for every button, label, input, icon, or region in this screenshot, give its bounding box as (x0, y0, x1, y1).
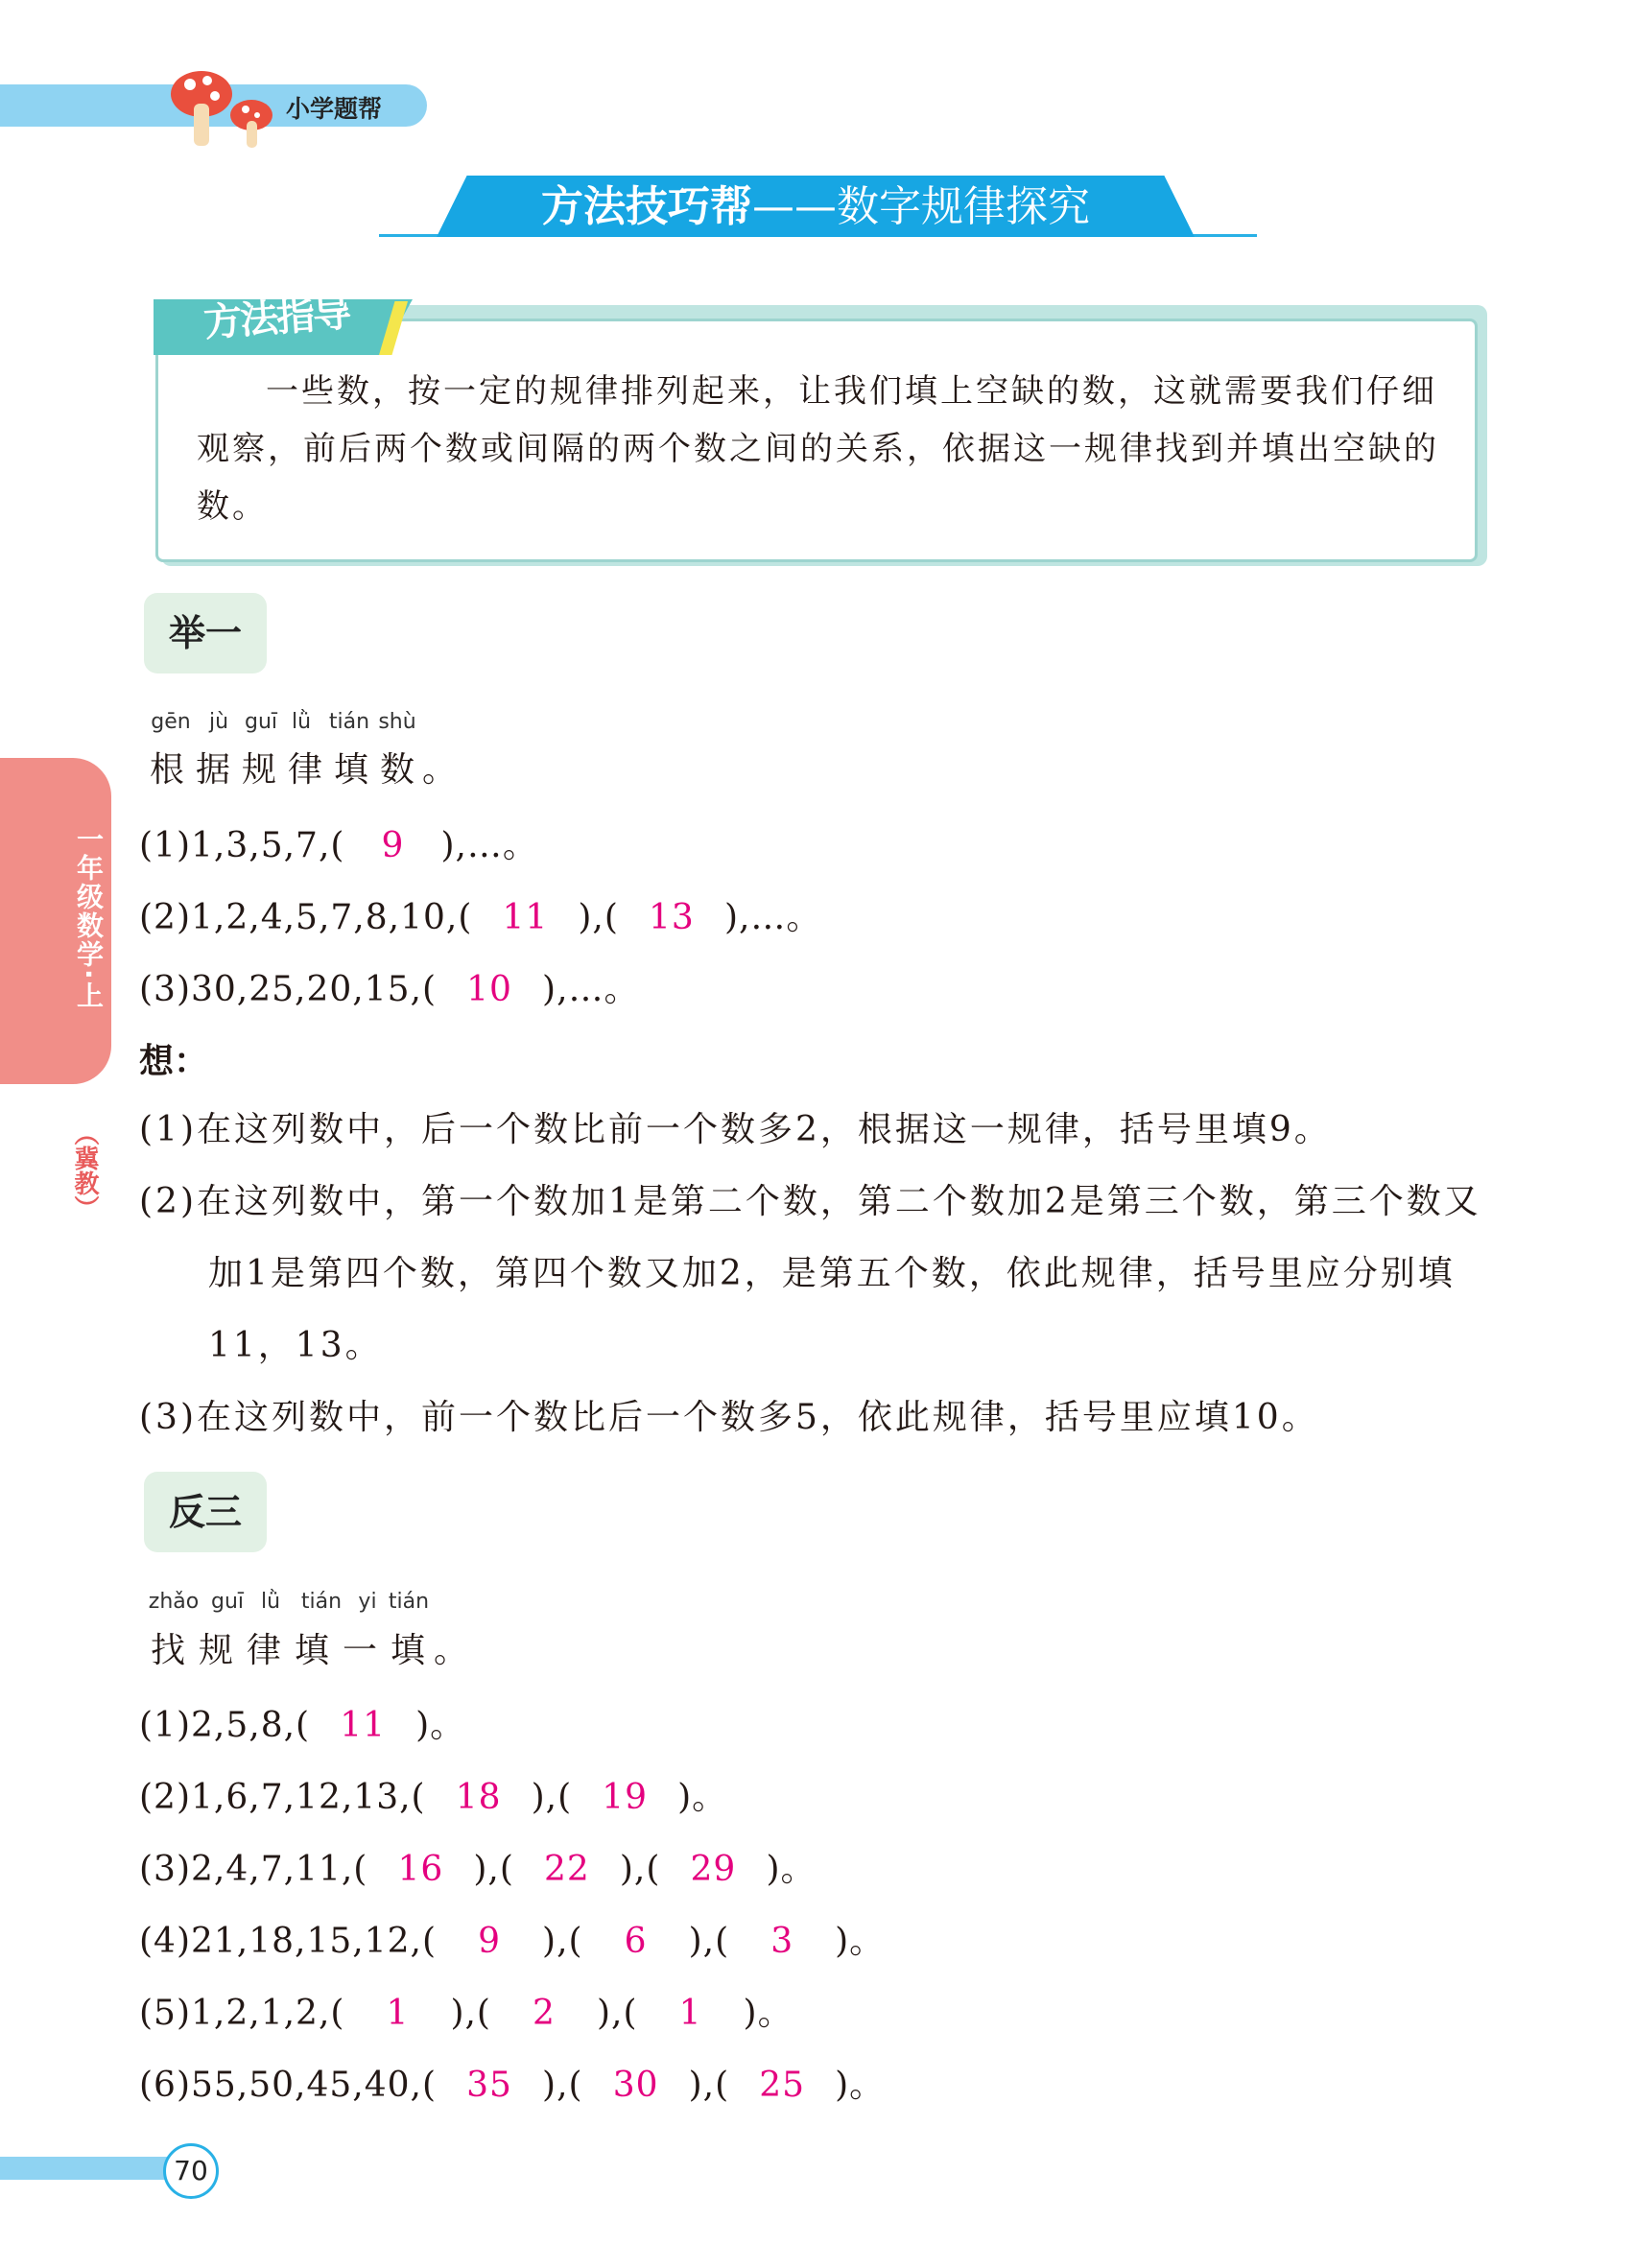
answer-value: 13 (649, 898, 695, 937)
item-text: ),( (450, 1994, 491, 2033)
item-text: ),( (688, 1922, 730, 1961)
hanzi-char: 填 (294, 1631, 329, 1670)
hanzi-char: 。 (421, 750, 457, 790)
hanzi-char: 找 (150, 1631, 185, 1670)
pinyin-syllable: zhǎo (148, 1590, 200, 1614)
practice-item-4 (139, 1914, 885, 1963)
pinyin-syllable: tián (328, 710, 370, 734)
item-text: (2)1,2,4,5,7,8,10,( (139, 898, 473, 937)
example-pinyin (144, 710, 416, 734)
page-number: 70 (163, 2143, 219, 2199)
think-label: 想： (139, 1042, 209, 1081)
answer-value: 10 (466, 970, 512, 1009)
guide-tag-label: 方法指导 (201, 291, 351, 346)
item-text: ),( (542, 2066, 583, 2105)
side-tab-label: 一年级数学·上 (73, 825, 105, 1010)
hanzi-char: 填 (333, 750, 368, 790)
explanation-3: (3)在这列数中，前一个数比后一个数多5，依此规律，括号里应填10。 (139, 1398, 1319, 1437)
explanation-2: (2)在这列数中，第一个数加1是第二个数，第二个数加2是第三个数，第三个数又加1是第四个数，第四个数又加2，是第五个数，依此规律，括号里应分别填11，13。 (139, 1182, 1481, 1365)
pinyin-syllable: shù (378, 710, 416, 734)
item-text: ),( (619, 1850, 661, 1889)
example-item-2 (139, 890, 821, 939)
practice-item-5 (139, 1986, 793, 2035)
practice-item-3 (139, 1842, 816, 1891)
answer-value: 16 (397, 1850, 444, 1889)
guide-text (197, 363, 1444, 535)
example-instruction (144, 743, 459, 791)
answer-value: 35 (466, 2066, 512, 2105)
answer-value: 1 (386, 1994, 410, 2033)
hanzi-char: 填 (390, 1631, 425, 1670)
item-text: (1)1,3,5,7,( (139, 826, 345, 865)
item-text: (3)2,4,7,11,( (139, 1850, 368, 1889)
answer-value: 29 (690, 1850, 737, 1889)
pinyin-syllable: lǜ (260, 1590, 281, 1614)
item-text: )。 (835, 1922, 886, 1961)
answer-value: 9 (381, 826, 405, 865)
practice-item-1 (139, 1698, 465, 1747)
answer-value: 1 (678, 1994, 702, 2033)
example-item-1 (139, 818, 538, 867)
item-text: )。 (766, 1850, 817, 1889)
item-text: ),…。 (723, 898, 822, 937)
pinyin-syllable: guī (210, 1590, 245, 1614)
answer-value: 11 (502, 898, 549, 937)
item-text: (5)1,2,1,2,( (139, 1994, 345, 2033)
practice-instruction (144, 1623, 470, 1672)
practice-item-2 (139, 1770, 727, 1819)
item-text: ),…。 (542, 970, 640, 1009)
item-text: ),( (578, 898, 619, 937)
hanzi-char: 数 (379, 750, 414, 790)
example-tag: 举一 (144, 593, 267, 673)
practice-tag: 反三 (144, 1472, 267, 1552)
side-tab-edition: （冀教） (70, 1121, 99, 1220)
answer-value: 11 (340, 1706, 386, 1745)
item-text: ),( (473, 1850, 514, 1889)
example-item-3 (139, 962, 640, 1011)
item-text: ),( (531, 1778, 573, 1817)
banner-title-topic: 数字规律探究 (837, 182, 1090, 231)
item-text: (2)1,6,7,12,13,( (139, 1778, 426, 1817)
hanzi-char: 据 (195, 750, 230, 790)
hanzi-char: 一 (342, 1631, 377, 1670)
guide-paragraph: 一些数，按一定的规律排列起来，让我们填上空缺的数，这就需要我们仔细观察，前后两个数或间隔的两个数之间的关系，依据这一规律找到并填出空缺的数。 (197, 372, 1439, 526)
item-text: ),…。 (440, 826, 538, 865)
item-text: (6)55,50,45,40,( (139, 2066, 438, 2105)
answer-value: 9 (478, 1922, 501, 1961)
item-text: ),( (596, 1994, 638, 2033)
item-text: )。 (743, 1994, 793, 2033)
pinyin-syllable: tián (300, 1590, 343, 1614)
pinyin-syllable: lǜ (291, 710, 312, 734)
hanzi-char: 规 (241, 750, 276, 790)
banner-title-dash: —— (752, 182, 837, 231)
pinyin-syllable: guī (244, 710, 278, 734)
answer-value: 25 (759, 2066, 806, 2105)
item-text: (1)2,5,8,( (139, 1706, 311, 1745)
practice-item-6 (139, 2058, 885, 2107)
footer-bar (0, 2157, 182, 2180)
item-text: )。 (677, 1778, 728, 1817)
hanzi-char: 规 (198, 1631, 233, 1670)
item-text: )。 (835, 2066, 886, 2105)
pinyin-syllable: gēn (151, 710, 191, 734)
practice-pinyin (144, 1590, 436, 1614)
hanzi-char: 律 (287, 750, 322, 790)
answer-value: 22 (543, 1850, 590, 1889)
pinyin-syllable: yi (358, 1590, 377, 1614)
item-text: (4)21,18,15,12,( (139, 1922, 438, 1961)
pinyin-syllable: tián (388, 1590, 430, 1614)
answer-value: 6 (624, 1922, 648, 1961)
item-text: )。 (415, 1706, 466, 1745)
item-text: (3)30,25,20,15,( (139, 970, 438, 1009)
hanzi-char: 律 (246, 1631, 281, 1670)
answer-value: 30 (612, 2066, 659, 2105)
pinyin-syllable: jù (208, 710, 229, 734)
banner-title (437, 178, 1195, 236)
banner-title-main: 方法技巧帮 (541, 182, 752, 231)
item-text: ),( (688, 2066, 730, 2105)
hanzi-char: 。 (433, 1631, 468, 1670)
hanzi-char: 根 (149, 750, 184, 790)
answer-value: 18 (455, 1778, 502, 1817)
answer-value: 3 (770, 1922, 794, 1961)
mushroom-icon (154, 56, 278, 152)
explanation-1: (1)在这列数中，后一个数比前一个数多2，根据这一规律，括号里填9。 (139, 1110, 1332, 1149)
answer-value: 19 (602, 1778, 649, 1817)
brand-label: 小学题帮 (286, 95, 383, 123)
item-text: ),( (542, 1922, 583, 1961)
answer-value: 2 (533, 1994, 556, 2033)
